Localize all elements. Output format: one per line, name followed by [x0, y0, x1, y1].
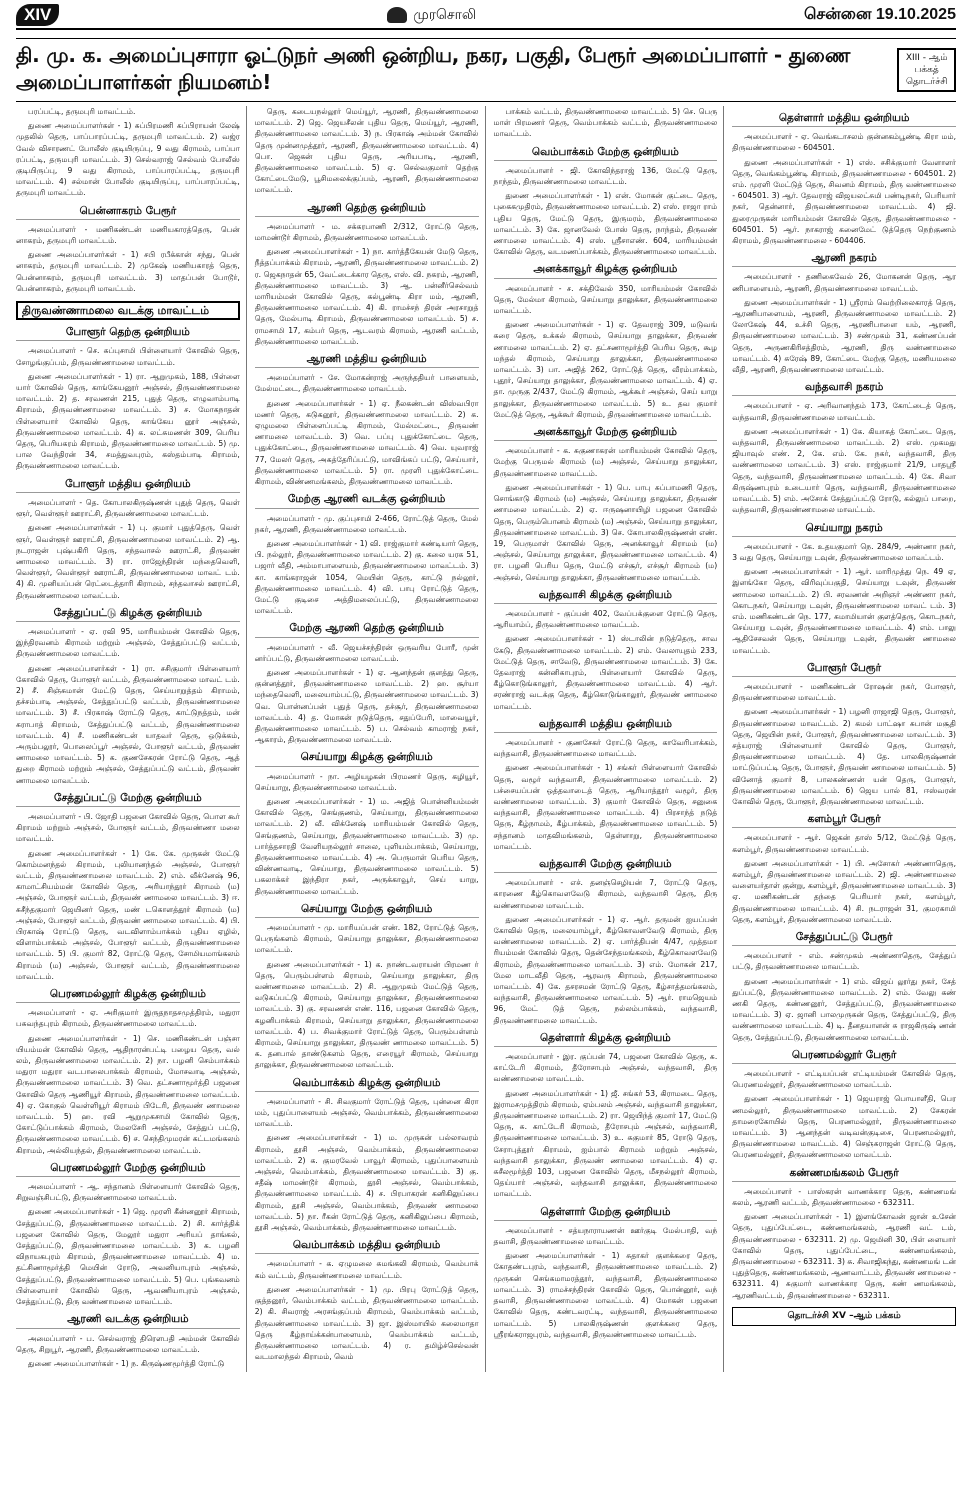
appointment-paragraph: துணை அமைப்பாளர்கள் - 1) ந. கிருஷ்ணமூர்த்தி ரோட்டு: [28, 1358, 225, 1368]
appointment-paragraph: அமைப்பாளர் - மணிகண்டன் மணியகாரத்தெரு, பென் னாகரம், தருமபுரி மாவட்டம்.: [16, 224, 240, 246]
section-heading: சேத்துப்பட்டு பேரூர்: [732, 932, 956, 946]
continued-from-box: XIII - ஆம் பக்கத் தொடர்ச்சி: [897, 48, 956, 92]
section-heading: சேத்துப்பட்டு மேற்கு ஒன்றியம்: [16, 793, 240, 807]
appointment-paragraph: அமைப்பாளர் - ஆர். ஜெகன் தாஸ் 5/12, மேட்டுத் தெரு, களம்பூர், திருவண்ணாமலை மாவட்டம்.: [732, 833, 956, 854]
section-heading: அனக்காவூர் கிழக்கு ஒன்றியம்: [494, 264, 718, 278]
appointment-paragraph: அமைப்பாளர் - எட்டியப்பன் எட்டியம்மன் கோவில் தெரு, பெரணமல்லூர், திருவண்ணாமலை மாவட்டம்.: [732, 1069, 956, 1090]
appointment-paragraph: துணை அமைப்பாளர்கள் - 1) ஜீ. சங்கர் 53, கிராமடை தெரு, இராமசமுத்திரம் கிராமம், ஏம்பலம் அஞ்சல், வந்தவாசி தாலுக்கா, திருவண்ணாமலை மாவட்டம். 2) ரா. ஜெயிந்த் குமார் 17, மேட்டு தெரு, சு. காட்டேரி கிராமம், தீரோசபும் அஞ்சல், வந்தவாசி, திருவண்ணாமலை மாவட்டம். 3) உ. சுகுமார் 85, ரோடு தெரு, சேராபுத்தூர் கிராமம், ஐம்பால் கிராமம் மற்றும் அஞ்சல், வந்தவாசி தாலுக்கா, திருவண் ணாமலை மாவட்டம். 4) ஏ. சுசீலமூர்த்தி 103, பஜனை கோவில் தெரு, மீசநல்லூர் கிராமம், தெய்யார் அஞ்சல், வந்தவாசி தாலுக்கா, திருவண்ணாமலை மாவட்டம்.: [493, 1088, 718, 1199]
appointment-paragraph: அமைப்பாளர் - மணிகண்டன் ரோஷன் நகர், போளூர், திருவண்ணாமலை மாவட்டம்.: [732, 681, 956, 703]
appointment-paragraph: அமைப்பாளர் - நா. அழியழகன் பிரமணர் தெரு, கழியூர், செய்யாறு, திருவண்ணாமலை மாவட்டம்.: [254, 771, 479, 792]
appointment-paragraph: துணை அமைப்பாளர்கள் - 1) கே. கே. முருகன் மேட்டு கொம்மனந்தல் கிராமம், புலியானந்தல் அஞ்சல், போளூர் வட்டம், திருவண்ணாமலை மாவட்டம். 2) எம். வீக்னேஷ் 96, காமாட்சியம்மன் கோவில் தெரு, அரியாந்தூர் கிராமம் (ம) அஞ்சல், போளூர் வட்டம், திருவண் ணாமலை மாவட்டம். 3) ஈ. சுசீந்தகுமார் ஜெயினர் தெரு, மண் டகொளத்தூர் கிராமம் (ம) அஞ்சல், போளூர் வட்டம், திருவண் ணாமலை மாவட்டம். 4) பி. பிரகாஷ் ரோட்டு தெரு, வடவிளாம்பாக்கம் புதிய ஏழில், விளாம்பாக்கம் அஞ்சல், போளூர் வட்டம், திருவண்ணாமலை மாவட்டம். 5) பி. குமார் 82, ரோட்டு தெரு, சோமியமாங்கலம் கிராமம் (ம) அஞ்சல், போளூர் வட்டம், திருவண்ணாமலை மாவட்டம்.: [16, 848, 240, 981]
appointment-paragraph: அமைப்பாளர் - செ. சுப்புசாமி பிள்ளையார் கோவில் தெரு, சோழங்குப்பம், திருவண்ணாமலை மாவட்டம்.: [16, 346, 240, 367]
section-heading: ஆரணி மத்திய ஒன்றியம்: [255, 354, 479, 368]
appointment-paragraph: அமைப்பாளர் - தணிகைவேல் 26, மோகனன் தெரு, ஆர ணிபாளையம், ஆரணி, திருவண்ணாமலை மாவட்டம்.: [732, 272, 956, 293]
appointment-paragraph: துணை அமைப்பாளர்கள் - 1) பெ. பாபு சுப்பாமணி தெரு, சொங்காடு கிராமம் (ம) அஞ்சல், செய்யாறு தாலுக்கா, திருவண் ணாமலை மாவட்டம். 2) ஏ. ஈருஷனாயிழி பஜனை கோவில் தெரு, பெரும்பொனம் கிராமம் (ம) அஞ்சல், செய்யாறு தாலுக்கா, திருவண்ணாமலை மாவட்டம். 3) செ. கோபாலகிருஷ்ணன் எண். 19, பெருமாள் கோவில் தெரு, அனக்காவூர் கிராமம் (ம) அஞ்சல், செய்யாறு தாலுக்கா, திருவண்ணாமலை மாவட்டம். 4) ரா. பழனி பெரிய தெரு, மேட்டு எச்சூர், எச்சூர் கிராமம் (ம) அஞ்சல், செய்யாறு தாலுக்கா, திருவண்ணாமலை மாவட்டம்.: [493, 482, 718, 582]
section-heading: போளூர் பேரூர்: [732, 663, 956, 677]
section-heading: செய்யாறு நகரம்: [732, 523, 956, 537]
article-column: [16, 106, 247, 1372]
appointment-paragraph: தெரு, கடையநல்லூர் மெய்யூர், ஆரணி, திருவண்ணாமலை மாவட்டம். 2) ஜெ. ஜெயசீலன் புதிய தெரு, மெய்யூர், ஆரணி, திருவண்ணாமலை மாவட்டம். 3) ந. பிரகாஷ் அம்மன் கோவில் தெரு முன்னமுத்தூர், ஆரணி, திருவண்ணாமலை மாவட்டம். 4) பொ. ஜெகன் புதிய தெரு, அரியபாடி, ஆரணி, திருவண்ணாமலை மாவட்டம். 5) ஏ. செல்வகுமார் தெற்கு கோட்டைமேடு, பூசிமலைக்குப்பம், ஆரணி, திருவண்ணாமலை மாவட்டம்.: [254, 107, 479, 195]
appointment-paragraph: அமைப்பாளர் - தெ. கோபாலகிருஷ்ணன் புதுத் தெரு, வெள் ளூர், வெள்ளூர் ஊராட்சி, திருவண்ணாமலை மாவட்டம்.: [16, 497, 240, 519]
section-heading: மேற்கு ஆரணி தெற்கு ஒன்றியம்: [255, 623, 479, 637]
appointment-paragraph: அமைப்பாளர் - எச். தனஞ்செழியன் 7, ரோட்டு தெரு, காரணை கீழ்கொவளவேடு கிராமம், வந்தவாசி தெரு, திரு வண்ணாமலை மாவட்டம்.: [493, 878, 718, 910]
appointment-paragraph: அமைப்பாளர் - ஜி. கோவிந்தராஜ் 136, மேட்டு தெரு, நாந்தம், திருவண்ணாமலை மாவட்டம்.: [493, 165, 718, 187]
appointment-paragraph: அமைப்பாளர் - சி. சிவகுமார் ரோட்டுத் தெரு, புன்னை கிரா மம், புதுப்பாளையம் அஞ்சல், வெம்பாக்கம், திருவண்ணாமலை மாவட்டம்.: [254, 1096, 479, 1129]
appointment-paragraph: துணை அமைப்பாளர்கள் - 1) ம. முருகன் பல்லாவரம் கிராமம், தூசி அஞ்சல், வெம்பாக்கம், திருவண்ணாமலை மாவட்டம். 2) க. குமரவேல் பாவூர் கிராமம், புதுப்பாளையம் அஞ்சல், வெம்பாக்கம், திருவண்ணாமலை மாவட்டம். 3) கு. சதீஷ் மாமண்டூர் கிராமம், தூசி அஞ்சல், வெம்பாக்கம், திருவண்ணாமலை மாவட்டம். 4) ச. பிரபாகரன் கனிகிலுப்பை கிராமம், தூசி அஞ்சல், வெம்பாக்கம், திருவண் ணாமலை மாவட்டம். 5) நா. ரீகன் ரோட்டுத் தெரு, கனிகிலுப்பை கிராமம், தூசி அஞ்சல், வெம்பாக்கம், திருவண்ணாமலை மாவட்டம்.: [254, 1133, 479, 1233]
appointment-paragraph: அமைப்பாளர் - க. ஏழுமலை சுமங்கலி கிராமம், வெம்பாக் கம் வட்டம், திருவண்ணாமலை மாவட்டம்.: [254, 1259, 479, 1280]
appointment-paragraph: அமைப்பாளர் - இர. குப்பன் 74, பஜனை கோவில் தெரு, சு. காட்டேரி கிராமம், தீரோசாபும் அஞ்சல், வந்தவாசி, திரு வண்ணாமலை மாவட்டம்.: [493, 1052, 718, 1084]
paper-name: முரசொலி: [413, 5, 477, 22]
section-heading: அனக்காவூர் மேற்கு ஒன்றியம்: [494, 427, 718, 441]
appointment-paragraph: அமைப்பாளர் - க. சுகுணாகரன் மாரியம்மன் கோவில் தெரு, மேற்கு பெருமல் கிராமம் (ம) அஞ்சல், செய்யாறு தாலுக்கா, திருவண்ணாமலை மாவட்டம்.: [493, 446, 718, 478]
appointment-paragraph: அமைப்பாளர் - சே. மோகன்ராஜ் அருந்ததியர் பாளையம், மேல்மட்டை, திருவண்ணாமலை மாவட்டம்.: [254, 373, 479, 394]
section-heading: கண்ணமங்கலம் பேரூர்: [732, 1168, 956, 1182]
appointment-paragraph: துணை அமைப்பாளர்கள் - 1) சங்கர் பிள்ளையார் கோவில் தெரு, வழூர் வந்தவாசி, திருவண்ணாமலை மாவட்டம். 2) பச்சையப்பன் ஒத்தவாடைத் தெரு, ஆரியாத்தூர் வழூர், திரு வண்ணாமலை மாவட்டம். 3) குமார் கோவில் தெரு, சனுகை வந்தவாசி, திருவண்ணாமலை மாவட்டம். 4) பிரசாந்த் நடுத் தெரு, கீழ்நாமம், கீழ்பாக்கம், திருவண்ணாமலை மாவட்டம். 5) சந்தானம் மாதவிமங்கலம், தெள்ளாறு, திருவண்ணாமலை மாவட்டம்.: [493, 763, 718, 851]
section-heading: செய்யாறு கிழக்கு ஒன்றியம்: [255, 752, 479, 766]
section-heading: பென்னாகரம் பேரூர்: [16, 206, 240, 220]
appointment-paragraph: துணை அமைப்பாளர்கள் - 1) கே. கியாசுத் கோட்டை தெரு, வந்தவாசி, திருவண்ணாமலை மாவட்டம். 2) எஸ். முகமது ஜியாவுல் எண். 2, கே. எம். கே. நகர், வந்தவாசி, திரு வண்ணாமலை மாவட்டம். 3) எஸ். ராஜ்குமார் 21/9, பாதஸ்ரீ தெரு, வந்தவாசி, திருவண்ணாமலை மாவட்டம். 4) கே. சிவா கிருஷ்ணபுரம் உடையார் தெரு, வந்தவாசி, திருவண்ணாமலை மாவட்டம். 5) எம். அசோக் சேத்துப்பட்டு ரோடு, கல்லுப் பாறை, வந்தவாசி, திருவண்ணாமலை மாவட்டம்.: [732, 426, 956, 515]
appointment-paragraph: துணை அமைப்பாளர்கள் - 1) ஆர். மாரிமுத்து நெ. 49 ஏ, இளங்கோ தெரு, விரிவுப்பகுதி, செய்யாறு டவுன், திருவண் ணாமலை மாவட்டம். 2) பி. சரவணன் அறிஞர் அண்ணா நகர், கொடநகர், செய்யாறு டவுன், திருவண்ணாமலை மாவட் டம். 3) எம். மணிகண்டன் நெ. 177, சுமாமியான் குளத்தெரு, கொடநகர், செய்யாறு டவுன், திருவண்ணாமலை மாவட்டம். 4) எம். பாலு ஆதிசேசவன் தெரு, செய்யாறு டவுன், திருவண் ணாமலை மாவட்டம்.: [732, 567, 956, 655]
section-heading: வெம்பாக்கம் மேற்கு ஒன்றியம்: [494, 147, 718, 161]
section-heading: ஆரணி நகரம்: [732, 253, 956, 267]
appointment-paragraph: அமைப்பாளர் - பி. ஜோதி பஜனை கோவில் தெரு, பொள கூர் கிராமம் மற்றும் அஞ்சல், போளூர் வட்டம், திருவண்ணா மலை மாவட்டம்.: [16, 811, 240, 844]
section-heading: தெள்ளார் மத்திய ஒன்றியம்: [732, 113, 956, 127]
appointment-paragraph: துணை அமைப்பாளர்கள் - 1) செ. மணிகண்டன் பஞ்சா யியம்மன் கோவில் தெரு, ஆதிநாரன்பட்டி பழைய தெரு, வல் லம், திருவண்ணாமலை மாவட்டம். 2) நா. பழனி செம்பாக்கம் மதுரா மதுரா வடபாலைபாக்கம் கிராமம், மோசவாடி அஞ்சல், திருவண்ணாமலை மாவட்டம். 3) வெ. தட்சணாமூர்த்தி பஜனை கோவில் தெரு ஆணியூர் கிராமம், திருவண்ணாமலை மாவட்டம். 4) ஏ. கோகுல் வெள்ளியூர் கிராமம் பிடேரி, திருவண் ணாமலை மாவட்டம். 5) ஹ. ரவி ஆறுமுகசாமி கோவில் தெரு, கோட்டுப்பாக்கம் கிராமம், மேலசேரி அஞ்சல், சேத்துப் பட்டு, திருவண்ணாமலை மாவட்டம். 6) ச. செந்திமுமரன் கட்டமங்கலம் கிராமம், அல்லியந்தல், திருவண்ணாமலை மாவட்டம்.: [16, 1033, 240, 1155]
appointment-paragraph: அமைப்பாளர் - மு. குப்புசாமி 2-466, ரோட்டுத் தெரு, மேல் நகர், ஆரணி, திருவண்ணாமலை மாவட்டம்.: [254, 513, 479, 534]
appointment-paragraph: துணை அமைப்பாளர்கள் - 1) க. நாண்டவராயன் பிரமண ர் தெரு, பெரும்பள்ளம் கிராமம், செய்யாறு தாலுக்கா, திரு வண்ணாமலை மாவட்டம். 2) சி. ஆறுமுகம் மேட்டுத் தெரு, வடுகப்பட்டு கிராமம், செய்யாறு தாலுக்கா, திருவண்ணாமலை மாவட்டம். 3) கு. சரவணன் எண். 116, பஜனை கோவில் தெரு, கழனிபாக்கம் கிராமம், செய்யாறு தாலுக்கா, திருவண்ணாமலை மாவட்டம். 4) ப. சிவக்குமார் ரோட்டுத் தெரு, பெரும்பள்ளம் கிராமம், செய்யாறு தாலுக்கா, திருவண் ணாமலை மாவட்டம். 5) க. தனபால் தாண்டுகளம் தெரு, எரையூர் கிராமம், செய்யாறு தாலுக்கா, திருவண்ணாமலை மாவட்டம்.: [254, 959, 479, 1070]
appointment-paragraph: துணை அமைப்பாளர்கள் - 1) பு. குமார் புதுத்தெரு, வெள் ளூர், வெள்ளூர் ஊராட்சி, திருவண்ணாமலை மாவட்டம். 2) ஆ. நடராஜன் புஷ்பகிரி தெரு, சந்தவாசல் ஊராட்சி, திருவண் ணாமலை மாவட்டம். 3) ரா. ராஜேந்திரன் மந்தைவெளி, வெள்ளூர், வெள்ளூர் ஊராட்சி, திருவண்ணாமலை மாவட் டம். 4) கி. முனியப்பன் ரெட்டைத்தாரி கிராமம், சந்தவாசல் ஊராட்சி, திருவண்ணாமலை மாவட்டம்.: [16, 523, 240, 600]
article-columns: [16, 106, 956, 1372]
appointment-paragraph: துணை அமைப்பாளர்கள் - 1) ஏ. ஆர். தருமன் ஐயப்பன் கோவில் தெரு, மலையாம்பூர், கீழ்கொவளவேடு கிராமம், திரு வண்ணாமலை மாவட்டம். 2) ஏ. பார்த்திபன் 4/47, முத்தமா ரியம்மன் கோவில் தெரு, தென்சேந்தமங்கலம், கீழ்கொவளவேடு கிராமம், திருவண்ணாமலை மாவட்டம். 3) எம். மோகன் 217, மேல மாடவீதி தெரு, ஆரவரு கிராமம், திருவண்ணாமலை மாவட்டம். 4) கே. தசரசமன் ரோட்டு தெரு, கீழ்சாத்தமங்கலம், வந்தவாசி, திருவண்ணாமலை மாவட்டம். 5) ஆர். ராமஜெயம் 96, மேட் டுத் தெரு, நல்லம்பாக்கம், வந்தவாசி, திருவண்ணாமலை மாவட்டம்.: [493, 914, 718, 1025]
appointment-paragraph: துணை அமைப்பாளர்கள் - 1) என். மோகன் குட்டை தெரு, புகைகமுதிரம், திருவண்ணாமலை மாவட்டம். 2) எஸ். ராஜா ராம் புதிய தெரு, மேட்டு தெரு, இருமரம், திருவண்ணாமலை மாவட்டம். 3) கே. ஜானவேல் போஸ் தெரு, நாந்தம், திருவண் ணாமலை மாவட்டம். 4) எஸ். ஸ்ரீசாஎண். 604, மாரியம்மன் கோவில் தெரு, வடமணப்பாக்கம், திருவண்ணாமலை மாவட்டம்.: [493, 191, 718, 257]
section-heading: வெம்பாக்கம் கிழக்கு ஒன்றியம்: [255, 1078, 479, 1092]
appointment-paragraph: துணை அமைப்பாளர்கள் - 1) ஜெயராஜ் பொயாளீதி, பெர ணமல்லூர், திருவண்ணாமலை மாவட்டம். 2) சேகரன் தாமரைகோயில் தெரு, பெரணமல்லூர், திருவண்ணாமலை மாவட்டம். 3) ஆனந்தன் வடிவன்குடிசை, பெரணமல்லூர், திருவண்ணாமலை மாவட்டம். 4) செஞ்சுராஜன் ரோட்டு தெரு, பெரணமல்லூர், திருவண்ணாமலை மாவட்டம்.: [732, 1094, 956, 1160]
section-heading: ஆரணி வடக்கு ஒன்றியம்: [16, 1314, 240, 1328]
article-column: [255, 106, 486, 1372]
dateline: சென்னை 19.10.2025: [803, 6, 956, 23]
appointment-paragraph: துணை அமைப்பாளர்கள் - 1) இளங்கோவன் ஜான் உசேன் தெரு, புதுப்பேட்டை, கண்ணமங்கலம், ஆரணி வட் டம், திருவண்ணாமலை - 632311. 2) மு. ஜெமினி 30, பிள் ளையார் கோவில் தெரு, புதுப்பேட்டை, கண்ணமங்கலம், திருவண்ணாமலை - 632311. 3) சு. சிவாஜிகந்து, கண்ணமங் டன் புதுத்தெரு, கண்ணமங்கலம், ஆணவாட்டம், திருவண் ணாமலை - 632311. 4) சுகுமார் வாணக்கார தெரு, கண் ணமங்கலம், ஆரணிவட்டம், திருவண்ணாமலை - 632311.: [732, 1212, 956, 1300]
appointment-paragraph: துணை அமைப்பாளர்கள் - 1) பழனி ராஜாஜி தெரு, போளூர், திருவண்ணாமலை மாவட்டம். 2) கமல் பாட்ஷா சுபான் மசூதி தெரு, ஜெயின் நகர், போளூர், திருவண்ணாமலை மாவட்டம். 3) சத்யராஜ் பிள்ளையார் கோவில் தெரு, போளூர், திருவண்ணாமலை மாவட்டம். 4) தே. பாலகிருஷ்ணன் மாட்டுப்பட்டி தெரு, போளூர், திருவண் ணாமலை மாவட்டம். 5) வினோத் குமார் 8, பாலகண்ணன் யன் தெரு, போளூர், திருவண்ணாமலை மாவட்டம். 6) ஜெய பால் 81, ஈஸ்வரன் கோவில் தெரு, போளூர், திருவண்ணாமலை மாவட்டம்.: [732, 707, 956, 806]
appointment-paragraph: துணை அமைப்பாளர்கள் - 1) பி. அசோகர் அண்ணாதெரு, களம்பூர், திருவண்ணாமலை மாவட்டம். 2) ஜி. அண்ணாமலை வளையர்தாள் குன்று, களம்பூர், திருவண்ணாமலை மாவட்டம். 3) ஏ. மணிகண்டன் தந்தை பெரியார் நகர், களம்பூர், திருவண்ணாமலை மாவட்டம். 4) சி. நடராஜன் 31, குமரகாமி தெரு, களம்பூர், திருவண்ணாமலை மாவட்டம்.: [732, 858, 956, 924]
appointment-paragraph: துணை அமைப்பாளர்கள் - 1) ரா. ஆறுமுகம், 188, பிள்ளை யார் கோவில் தெரு, காங்கேயனூர் அஞ்சல், திருவண்ணாமலை மாவட்டம். 2) த. சரவணன் 215, புதுத் தெரு, எழுவாம்பாடி கிராமம், திருவண்ணாமலை மாவட்டம். 3) ச. மோகநாதன் பிள்ளையார் கோவில் தெரு, காங்கேய னூர் அஞ்சல், திருவண்ணாமலை மாவட்டம். 4) க. லட்சுமணன் 309, பெரிய தெரு, பெரியகரம் கிராமம், திருவண்ணாமலை மாவட்டம். 5) மு. பால வேந்திரன் 34, சமத்துவபுரம், கஸ்தம்பாடி கிராமம், திருவண்ணாமலை மாவட்டம்.: [16, 371, 240, 471]
appointment-paragraph: அமைப்பாளர் - குணசேகர் ரோட்டு தெரு, காவேரிபாக்கம், வந்தவாசி, திருவண்ணாமலை மாவட்டம்.: [493, 737, 718, 759]
appointment-paragraph: துணை அமைப்பாளர்கள் - 1) மு. பிரபு ரோட்டுத் தெரு, குத்தனூர், வெம்பாக்கம் வட்டம், திருவண்ணாமலை மாவட்டம். 2) கி. சிவராஜ் அரசங்குப்பம் கிராமம், வெம்பாக்கம் வட்டம், திருவண்ணாமலை மாவட்டம். 3) ஜா. இஸ்மாயில் கலைமாதா தெரு கீழ்நாய்க்கன்பாளையம், வெம்பாக்கம் வட்டம், திருவண்ணாமலை மாவட்டம். 4) ர. தமிழ்ச்செல்வன் வடமாலந்தல் கிராமம், வெம்: [254, 1284, 479, 1362]
appointment-paragraph: அமைப்பாளர் - ஏ. அரிகுமார் இருதநாதசமுத்திரம், மதுரா பசுவந்தபுரம் கிராமம், திருவண்ணாமலை மாவட்டம்.: [16, 1008, 240, 1029]
section-heading: தெள்ளார் மேற்கு ஒன்றியம்: [494, 1207, 718, 1221]
appointment-paragraph: அமைப்பாளர் - ஏ. வெங்கடாசலம் குன்னகம்பூண்டி கிரா மம், திருவண்ணாமலை - 604501.: [732, 132, 956, 153]
section-heading: பெரணமல்லூர் மேற்கு ஒன்றியம்: [16, 1163, 240, 1177]
section-heading: வந்தவாசி நகரம்: [732, 382, 956, 396]
appointment-paragraph: அமைப்பாளர் - ம. சக்கரபாணி 2/312, ரோட்டு தெரு, மாமண்டூர் கிராமம், திருவண்ணாமலை மாவட்டம்.: [254, 221, 479, 243]
appointment-paragraph: துணை அமைப்பாளர்கள் - 1) சுதாகர் குளக்கரை தெரு, கோதண்டபுரம், வந்தவாசி, திருவண்ணாமலை மாவட்டம். 2) முருகன் செங்கமாமரத்தூர், வந்தவாசி, திருவண்ணாமலை மாவட்டம். 3) ராமச்சந்திரன் கோவில் தெரு, பொன்னூர், வந் தவாசி, திருவண்ணாமலை மாவட்டம். 4) மோகன் பஜனை கோவில் தெரு, கண்டவரட்டி, வந்தவாசி, திருவண்ணாமலை மாவட்டம். 5) பாலகிருஷ்ணன் குளக்கரை தெரு, ஸ்ரீரங்கராஜபுரம், வந்தவாசி, திருவண்ணாமலை மாவட்டம்.: [493, 1251, 718, 1339]
headline-row: [16, 38, 956, 102]
headline: தி. மு. க. அமைப்புசாரா ஓட்டுநர் அணி ஒன்றிய, நகர, பகுதி, பேரூர் அமைப்பாளர் - துணை அமைப்பாளர்கள் நியமனம்!: [16, 43, 851, 94]
appointment-paragraph: துணை அமைப்பாளர்கள் - 1) நா. கார்த்தீகேயன் மேடு தெரு, நீத்தப்பாக்கம் கிராமம், ஆரணி, திருவண்ணாமலை மாவட்டம். 2) ர. ஜெகநாதன் 65, வேட்டைக்கார தெரு, எஸ். வி. நகரம், ஆரணி, திருவண்ணாமலை மாவட்டம். 3) ஆ. பன்னீர்செல்வம் மாரியம்மன் கோவில் தெரு, கல்பூண்டி கிரா மம், ஆரணி, திருவண்ணாமலை மாவட்டம். 4) கி. ராமச்சந் திரன் அரசாறுத் தெரு, மேல்பாடி கிராமம், திருவண்ணாமலை மாவட்டம். 5) ச. ராமசாமி 17, கம்பர் தெரு, ஆடவரம் கிராமம், ஆரணி வட்டம், திருவண்ணாமலை மாவட்டம்.: [254, 247, 479, 346]
section-heading: வந்தவாசி மேற்கு ஒன்றியம்: [494, 859, 718, 873]
section-heading: பெரணமல்லூர் பேரூர்: [732, 1050, 956, 1064]
masthead: [387, 6, 476, 25]
appointment-paragraph: அமைப்பாளர் - ச. சக்திவேல் 350, மாரியம்மன் கோவில் தெரு, மேல்மா கிராமம், செய்யாறு தாலுக்கா, திருவண்ணாமலை மாவட்டம்.: [493, 283, 718, 316]
appointment-paragraph: அமைப்பாளர் - மு. மாரியப்பன் எண். 182, ரோட்டுத் தெரு, பெருங்களம் கிராமம், செய்யாறு தாலுக்கா, திருவண்ணாமலை மாவட்டம்.: [254, 923, 479, 955]
appointment-paragraph: அமைப்பாளர் - ஏ. ரவி 95, மாரியம்மன் கோவில் தெரு, இந்திரவனம் கிராமம் மற்றும் அஞ்சல், சேத்துப்பட்டு வட்டம், திருவண்ணாமலை மாவட்டம்.: [16, 626, 240, 659]
section-heading: வெம்பாக்கம் மத்திய ஒன்றியம்: [255, 1240, 479, 1254]
section-heading: போளூர் மத்திய ஒன்றியம்: [16, 479, 240, 493]
appointment-paragraph: அமைப்பாளர் - ப. செல்வராஜ் திரௌபதி அம்மன் கோவில் தெரு, சிறுபூர், ஆரணி, திருவண்ணாமலை மாவட்டம்.: [16, 1333, 240, 1354]
section-heading: வந்தவாசி மத்திய ஒன்றியம்: [494, 719, 718, 733]
appointment-paragraph: துணை அமைப்பாளர்கள் - 1) எம். விஜய் லூர்து நகர், சேத் துப்பட்டு, திருவண்ணாமலை மாவட்டம். 2) எம். வேலு கண் ணகி தெரு, கண்ணனூர், சேத்துப்பட்டு, திருவண்ணாமலை மாவட்டம். 3) ஏ. ஜானி பாலமுருகன் தெரு, சேத்துப்பட்டு, திரு வண்ணாமலை மாவட்டம். 4) டி. தீனதயாளன் சு ராஜகிருஷ் ணன் தெரு, சேத்துப்பட்டு, திருவண்ணாமலை மாவட்டம்.: [732, 976, 956, 1042]
article-column: [732, 106, 956, 1372]
continued-to-box: தொடர்ச்சி XV –ஆம் பக்கம்: [732, 1307, 956, 1326]
district-heading: திருவண்ணாமலை வடக்கு மாவட்டம்: [16, 301, 240, 320]
appointment-paragraph: அமைப்பாளர் - எம். சண்முகம் அண்ணாதெரு, சேத்துப் பட்டு, திருவண்ணாமலை மாவட்டம்.: [732, 951, 956, 972]
section-heading: பெரணமல்லூர் கிழக்கு ஒன்றியம்: [16, 989, 240, 1003]
appointment-paragraph: துணை அமைப்பாளர்கள் - 1) ஏ. தேவராஜ் 309, மடுவங் கரை தெரு, உக்கல் கிராமம், செய்யாறு தாலுக்கா, திருவண் ணாமலை மாவட்டம். 2) ஏ. தட்சணாமூர்த்தி பெரிய தெரு, கூழ மந்தல் கிராமம், செய்யாறு தாலுக்கா, திருவண்ணாமலை மாவட்டம். 3) பா. அஜித் 262, ரோட்டுத் தெரு, வீரம்பாக்கம், புதூர், செய்யாறு தாலுக்கா, திருவண்ணாமலை மாவட்டம். 4) ஏ. தா. முருகு 2/437, மேட்டு கிராமம், ஆக்கூர் அஞ்சல், செய் யாறு தாலுக்கா, திருவண்ணாமலை மாவட்டம். 5) உ. தவ குமார் மேட்டுத் தெரு, ஆக்கூர் கிராமம், திருவண்ணாமலை மாவட்டம்.: [493, 320, 718, 419]
appointment-paragraph: துணை அமைப்பாளர்கள் - 1) சுப்பிரமணி சுப்பிராயன் லேஷ் முதலில் தெரு, பாப்பாரப்பட்டி, தருமபுரி மாவட்டம். 2) வஜ்ர வேல் விசாரணட் போலீஸ் குடியிருப்பு, 9 வது கிராமம், பாப்பா ரப்பட்டி, தருமபுரி மாவட்டம். 3) செல்வராஜ் செல்வம் போலீஸ் குடியிருப்பு, 9 வது கிராமம், பாப்பாரப்பட்டி, தருமபுரி மாவட்டம். 4) சல்மான் போலீஸ் குடியிருப்பு, பாப்பாரப்பட்டி, தருமபுரி மாவட்டம்.: [16, 121, 240, 198]
appointment-paragraph: துணை அமைப்பாளர்கள் - 1) எஸ். சசிக்குமார் வேளாளர் தெரு, வெங்கம்பூண்டி கிராமம், திருவண்ணாமலை - 604501. 2) எம். முரளி மேட்டுத் தெரு, சிவனம் கிராமம், திரு வண்ணாமலை - 604501. 3) ஆர். தேவராஜ் விஜயலட்சுமி பண்டிநகர், பெரியார் நகர், தென்னார், திருவண்ணாமலை மாவட்டம். 4) ஜி. துரைமுருகன் மாரியம்மன் கோவில் தெரு, திருவண்ணாமலை - 604501. 5) ஆர். நாகராஜ் கனைமேட் டுத்தெரு நெற்குணம் கிராமம், திருவண்ணாமலை - 604406.: [732, 157, 956, 246]
appointment-paragraph: துணை அமைப்பாளர்கள் - 1) ம. அஜித் பொன்னியம்மன் கோவில் தெரு, செங்குணம், செய்யாறு, திருவண்ணாமலை மாவட்டம். 2) வீ. விக்னேஷ் மாரியம்மன் கோவில் தெரு, செங்குணம், செய்யாறு, திருவண்ணாமலை மாவட்டம். 3) மு. பார்த்தசாரதி வேளியநல்லூர் சாலை, புளியம்பாக்கம், செய்யாறு, திருவண்ணாமலை மாவட்டம். 4) அ. பெருமாள் பெரிய தெரு, விண்ணவாடி, செய்யாறு, திருவண்ணாமலை மாவட்டம். 5) பகலாக்கர் இந்திரா நகர், அருக்காவூர், செய் யாறு, திருவண்ணாமலை மாவட்டம்.: [254, 796, 479, 896]
page-header: [16, 0, 956, 30]
section-heading: செய்யாறு மேற்கு ஒன்றியம்: [255, 904, 479, 918]
section-heading: சேத்துப்பட்டு கிழக்கு ஒன்றியம்: [16, 608, 240, 622]
section-heading: ஆரணி தெற்கு ஒன்றியம்: [255, 203, 479, 217]
appointment-paragraph: துணை அமைப்பாளர்கள் - 1) ஸ்ரீராம் வெற்றிலைகாரத் தெரு, ஆரணிபாளையம், ஆரணி, திருவண்ணாமலை மாவட்டம். 2) லோகேஷ் 44, உச்சி தெரு, ஆரணிபாளை யம், ஆரணி, திருவண்ணாமலை மாவட்டம். 3) சண்முகம் 31, கண்ணப்பன் தெரு, அருணகிரிசத்திரம், ஆரணி, திரு வண்ணாமலை மாவட்டம். 4) சுரேஷ் 89, கோட்டை மேற்கு தெரு, மணியமலை வீதி, ஆரணி, திருவண்ணாமலை மாவட்டம்.: [732, 297, 956, 375]
appointment-paragraph: அமைப்பாளர் - ஏ. அரிவானந்தம் 173, கோட்டைத் தெரு, வந்தவாசி, திருவண்ணாமலை மாவட்டம்.: [732, 401, 956, 422]
header-rule: [16, 28, 956, 30]
section-heading: மேற்கு ஆரணி வடக்கு ஒன்றியம்: [255, 494, 479, 508]
appointment-paragraph: அமைப்பாளர் - குப்பன் 402, வேப்பக்குளை ரோட்டு தெரு, ஆரியாம்ப், திருவண்ணாமலை மாவட்டம்.: [493, 608, 718, 630]
appointment-paragraph: அமைப்பாளர் - ஆ. சந்தானம் பிள்ளையார் கோவில் தெரு, சிறுவஞ்சிபட்டு, திருவண்ணாமலை மாவட்டம்.: [16, 1182, 240, 1203]
appointment-paragraph: துணை அமைப்பாளர்கள் - 1) சபி ரபீக்கான் சந்து, பென் னாகரம், தருமபுரி மாவட்டம். 2) முகேஷ் மணியகாரத் தெரு, பென்னாகரம், தருமபுரி மாவட்டம். 3) மாதப்பன் போடூர், பென்னாகரம், தருமபுரி மாவட்டம்.: [16, 250, 240, 293]
appointment-paragraph: பரப்பட்டி, தருமபுரி மாவட்டம்.: [28, 107, 136, 116]
appointment-paragraph: அமைப்பாளர் - வீ. ஜெயச்சந்திரன் ஒருவரிய போரீ, முன் னர்ப்பட்டு, திருவண்ணாமலை மாவட்டம்.: [254, 642, 479, 663]
appointment-paragraph: துணை அமைப்பாளர்கள் - 1) வி. ராஜ்குமார் கண்டியார் தெரு, பி. நல்லூர், திருவண்ணாமலை மாவட்டம். 2) கு. கலை யரசு 51, பஜார் வீதி, அம்மாபாளையம், திருவண்ணாமலை மாவட்டம். 3) கா. காங்கராஜன் 1054, மெயின் தெரு, காட்டு நல்லூர், திருவண்ணாமலை மாவட்டம். 4) வி. பாபு ரோட்டுத் தெரு, மேட்டு குடிசை அத்திமலைப்பட்டு, திருவண்ணாமலை மாவட்டம்.: [254, 538, 479, 616]
section-heading: போளூர் தெற்கு ஒன்றியம்: [16, 327, 240, 341]
appointment-paragraph: அமைப்பாளர் - சத்யநாராயணன் ஊர்குடி மேல்பாதி, வந் தவாசி, திருவண்ணாமலை மாவட்டம்.: [493, 1225, 718, 1247]
section-heading: வந்தவாசி கிழக்கு ஒன்றியம்: [494, 590, 718, 604]
appointment-paragraph: பாக்கம் வட்டம், திருவண்ணாமலை மாவட்டம். 5) செ. பெரு மாள் பிரமணர் தெரு, வெம்பாக்கம் வட்டம், திருவண்ணாமலை மாவட்டம்.: [493, 107, 718, 139]
page-number: XIV: [16, 4, 59, 26]
appointment-paragraph: அமைப்பாளர் - பாஸ்கரன் வாணக்கார தெரு, கண்ணமங் கலம், ஆரணி வட்டம், திருவண்ணாமலை - 632311.: [732, 1186, 956, 1208]
appointment-paragraph: துணை அமைப்பாளர்கள் - 1) ரா. சசிகுமார் பிள்ளையார் கோவில் தெரு, போளூர் வட்டம், திருவண்ணாமலை மாவட் டம். 2) சீ. சிஞ்சுமான் மேட்டு தெரு, செய்யாறுத்தம் கிராமம், தச்சம்பாடி அஞ்சல், சேத்துப்பட்டு வட்டம், திருவண்ணாமலை மாவட்டம். 3) சீ. பிரகாஷ் ரோட்டு தெரு, காட்டுநத்தம், மன் சுராபாத் கிராமம், சேத்துப்பட்டு வட்டம், திருவண்ணாமலை மாவட்டம். 4) சீ. மணிகண்டன் யாதவர் தெரு, ஒடுக்கம், அரும்பலூர், பொலைப்பூர் அஞ்சல், போளூர் வட்டம், திருவண் ணாமலை மாவட்டம். 5) க. குணசேகரன் ரோட்டு தெரு, ஆத் துறை கிராமம் மற்றும் அஞ்சல், சேத்துப்பட்டு வட்டம், திருவண் ணாமலை மாவட்டம்.: [16, 663, 240, 785]
rising-sun-logo-icon: [387, 7, 407, 23]
appointment-paragraph: துணை அமைப்பாளர்கள் - 1) ஏ. நீலகண்டன் விஸ்வபிரா மணர் தெரு, கடுகனூர், திருவண்ணாமலை மாவட்டம். 2) க. ஏழுமலை பிள்ளைப்பட்டி கிராமம், மேல்மட்டை, திருவண் ணாமலை மாவட்டம். 3) வெ. பப்பு புதுக்கோட்டை தெரு, புதுக்கோட்டை, திருவண்ணாமலை மாவட்டம். 4) வெ. யுவராஜ் 77, மேலர் தெரு, அகத்தேரிப்பட்டு, மாவிங்கப் பட்டு, செய்யார், திருவண்ணாமலை மாவட்டம். 5) ரா. முரளி புதுக்கோட்டை கிராமம், விண்ணமங்கலம், திருவண்ணாமலை மாவட்டம்.: [254, 398, 479, 487]
appointment-paragraph: அமைப்பாளர் - கே. உதயகுமார் நெ. 284/9, அண்ணா நகர், 3 வது தெரு, செய்யாறு டவுன், திருவண்ணாமலை மாவட்டம்.: [732, 541, 956, 562]
appointment-paragraph: துணை அமைப்பாளர்கள் - 1) ஸ்டாலின் நடுத்தெரு, சாவ கேடு, திருவண்ணாமலை மாவட்டம். 2) எம். வேலாயுதம் 233, மேட்டுத் தெரு, சாவேடு, திருவண்ணாமலை மாவட்டம். 3) கே. தேவராஜ் கன்னிகாபுரம், பிள்ளையார் கோவில் தெரு, கீழ்கொடுங்காலூர், திருவண்ணாமலை மாவட்டம். 4) ஆர். சரண்ராஜ் வடக்கு தெரு, கீழ்கொடுங்காலூர், திருவண் ணாமலை மாவட்டம்.: [493, 634, 718, 711]
section-heading: தெள்ளார் கிழக்கு ஒன்றியம்: [494, 1033, 718, 1047]
section-heading: களம்பூர் பேரூர்: [732, 814, 956, 828]
article-column: [494, 106, 725, 1372]
appointment-paragraph: துணை அமைப்பாளர்கள் - 1) ஜெ. முரளி கீன்னனூர் கிராமம், சேத்துப்பட்டு, திருவண்ணாமலை மாவட்டம். 2) சி. கார்த்திக் பஜனை கோவில் தெரு, மேலூர் மதுரா அரியப் தாங்கல், சேத்துப்பட்டு, திருவண்ணாமலை மாவட்டம். 3) க. பழனி விநாயகபுரம் கிராமம், திருவண்ணாமலை மாவட்டம். 4) ம. தட்சிணாமூர்த்தி மெயின் ரோடு, அவனியாபுரம் அஞ்சல், சேத்துப்பட்டு, திருவண்ணாமலை மாவட்டம். 5) பெ. புங்கவனம் பிள்ளையார் கோவில் தெரு, ஆவணியாபுரம் அஞ்சல், சேத்துப்பட்டு, திரு வண்ணாமலை மாவட்டம்.: [16, 1207, 240, 1307]
appointment-paragraph: துணை அமைப்பாளர்கள் - 1) ஏ. ஆனந்தன் குளத்து தெரு, குன்னத்தூர், திருவண்ணாமலை மாவட்டம். 2) ஹ. சூர்யா மந்தைவெளி, மலையாம்பட்டு, திருவண்ணாமலை மாவட்டம். 3) வெ. பொன்னப்பன் புதுத் தெரு, தச்சூர், திருவண்ணாமலை மாவட்டம். 4) த. மோகன் நடுத்தெரு, சதுப்பேரி, மாவையூர், திருவண்ணாமலை மாவட்டம். 5) ப. செல்வம் காமராஜ் நகர், ஆகாரம், திருவண்ணாமலை மாவட்டம்.: [254, 667, 479, 745]
